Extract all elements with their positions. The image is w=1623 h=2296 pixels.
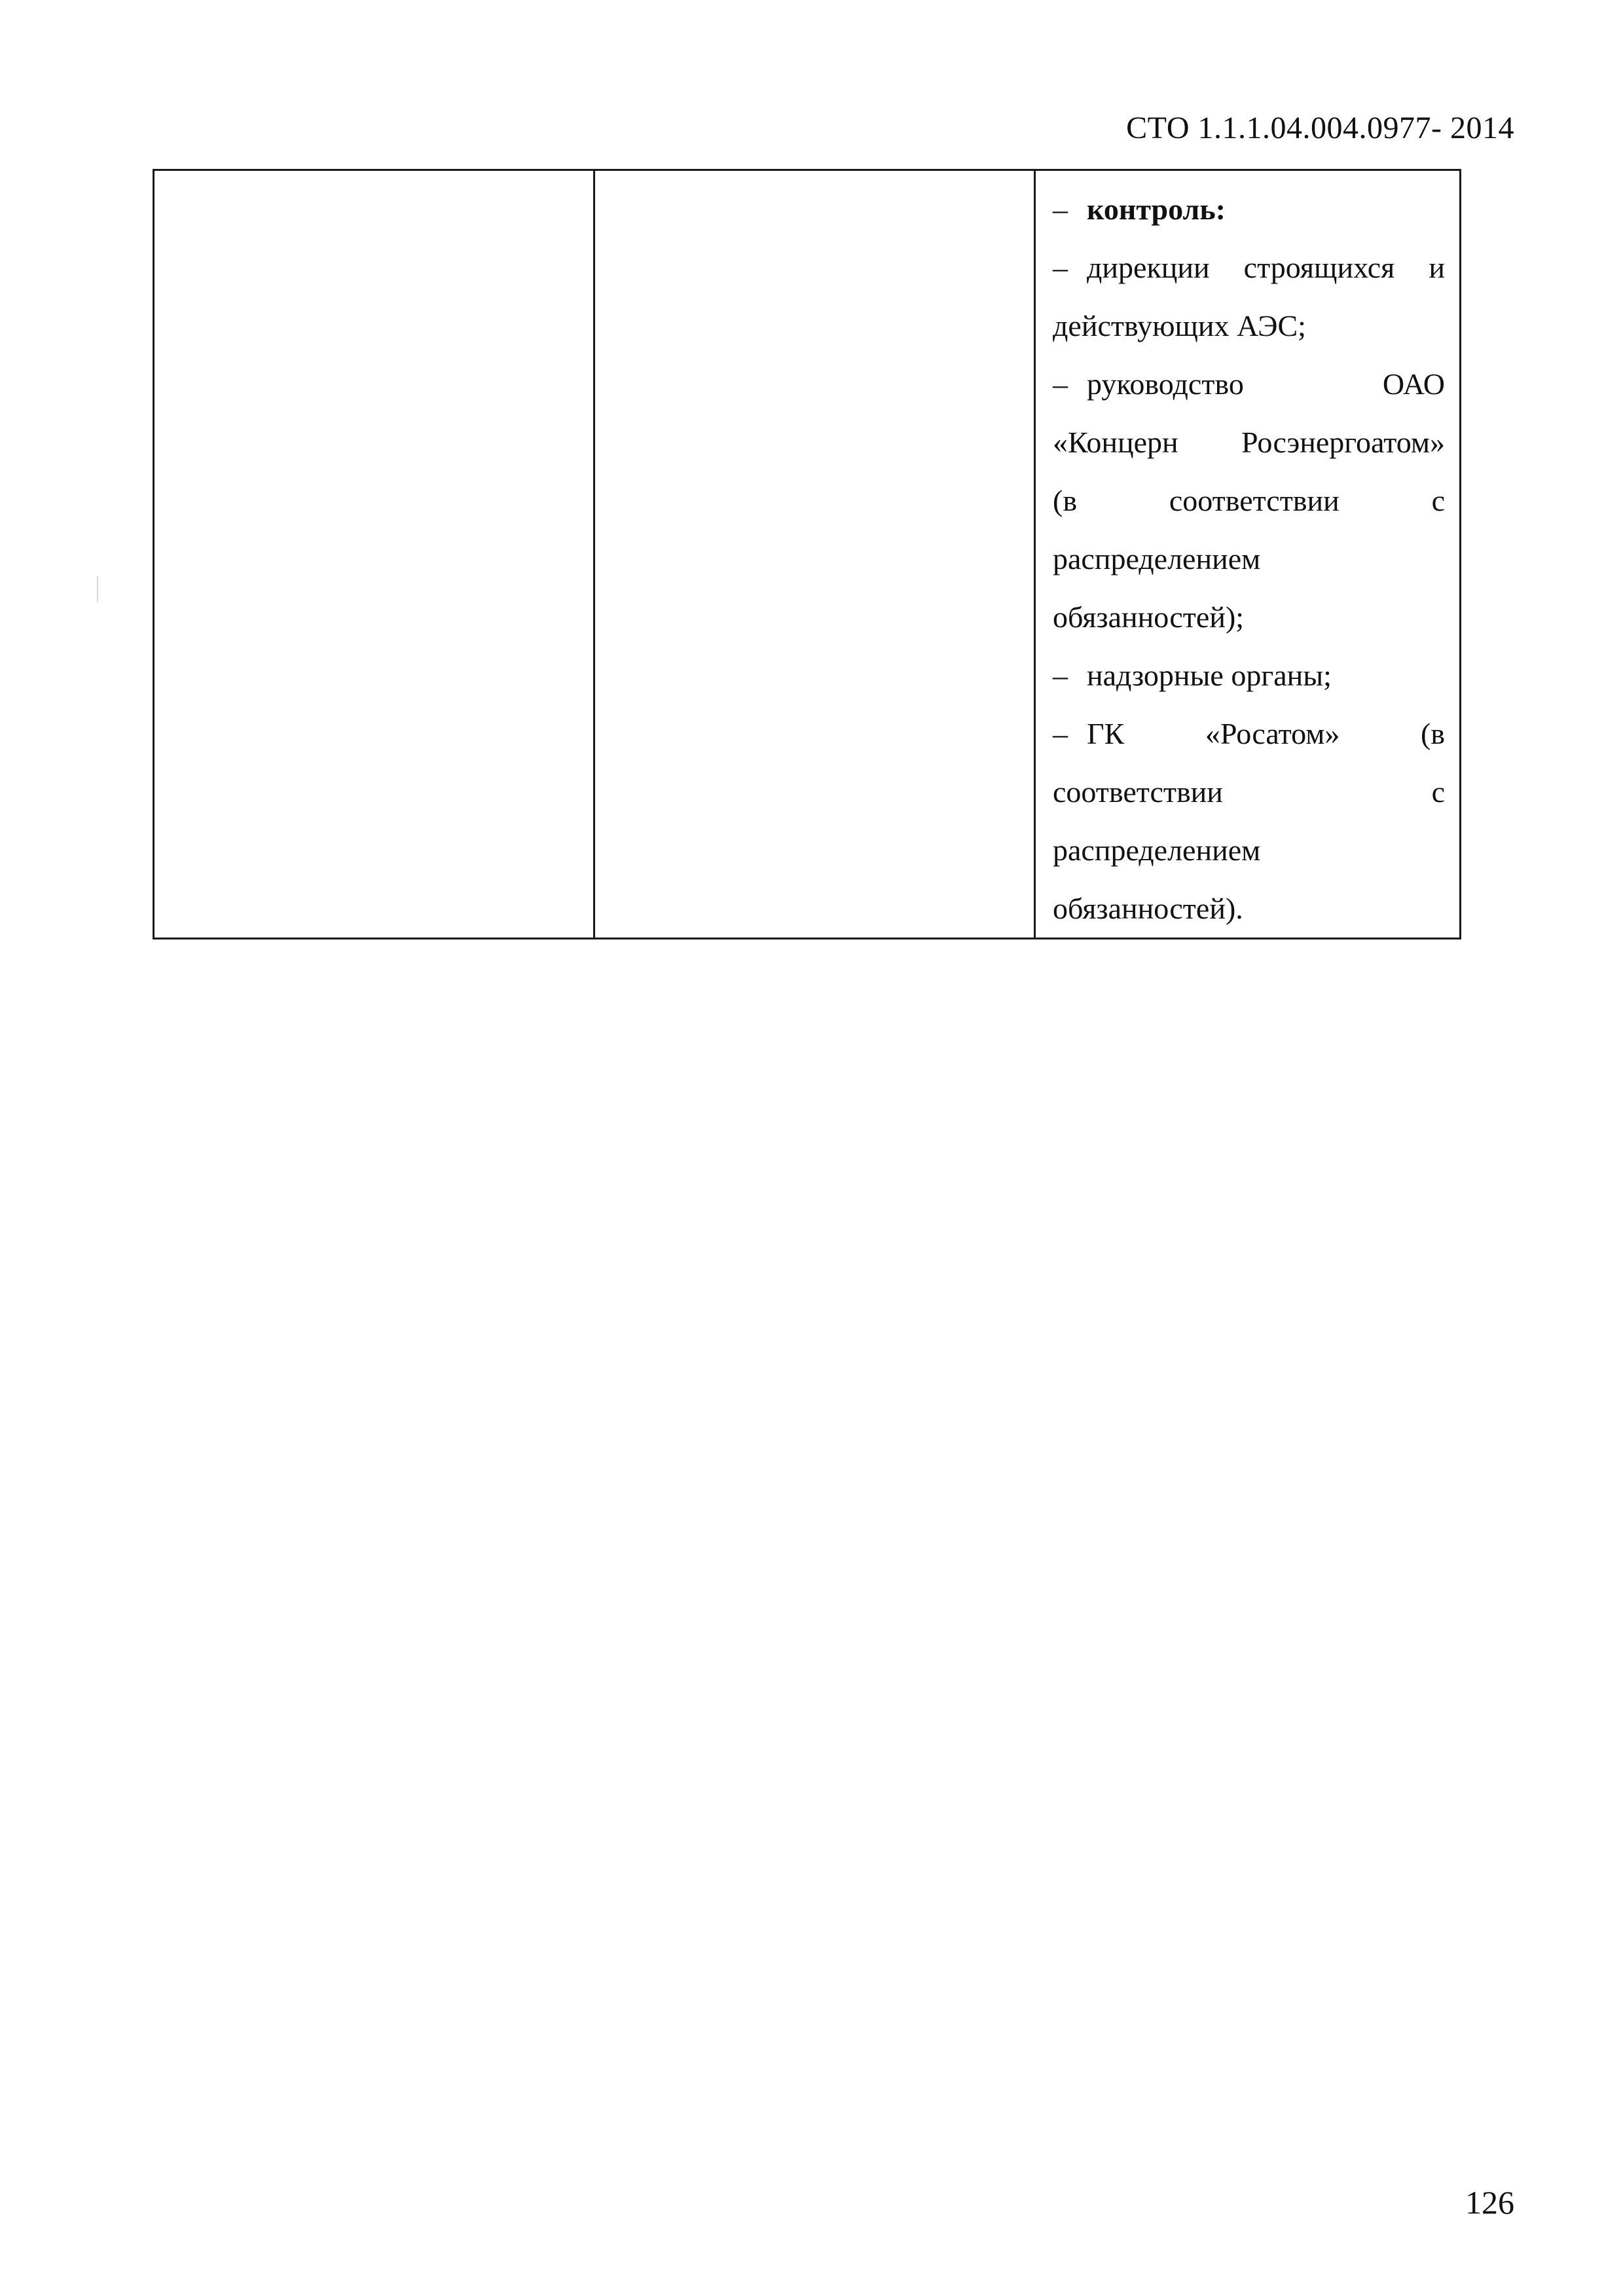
control-heading-text: контроль: — [1087, 192, 1226, 226]
line-word: (в — [1420, 717, 1445, 750]
line-segment — [1053, 704, 1124, 763]
control-list-line — [1053, 704, 1445, 763]
scan-margin-mark — [97, 576, 98, 602]
line-word: действующих АЭС; — [1053, 309, 1306, 342]
control-list-line — [1053, 413, 1445, 471]
dash-marker: – — [1053, 251, 1068, 284]
line-word: «Росатом» — [1205, 717, 1340, 750]
dash-marker: – — [1053, 192, 1068, 226]
line-word: распределением — [1053, 542, 1261, 575]
control-list-line — [1053, 763, 1445, 821]
control-list-line — [1053, 297, 1445, 355]
line-word: строящихся — [1243, 251, 1395, 284]
line-word: (в — [1053, 484, 1078, 517]
cell-text — [155, 171, 593, 180]
control-list-line — [1053, 238, 1445, 297]
line-word: обязанностей); — [1053, 600, 1245, 634]
line-word: с — [1431, 484, 1445, 517]
line-word: с — [1431, 775, 1445, 809]
line-word: соответствии — [1169, 484, 1340, 517]
requirements-table — [153, 169, 1461, 939]
line-word: ГК — [1087, 717, 1125, 750]
line-word: Росэнергоатом» — [1241, 426, 1445, 459]
line-word: руководство — [1087, 367, 1244, 401]
dash-marker: – — [1053, 717, 1068, 750]
dash-marker: – — [1053, 367, 1068, 401]
line-word: «Концерн — [1053, 426, 1178, 459]
line-word: обязанностей). — [1053, 892, 1243, 925]
document-code: СТО 1.1.1.04.004.0977- 2014 — [1126, 111, 1514, 145]
control-list-line — [1053, 355, 1445, 413]
dash-marker: – — [1053, 659, 1068, 692]
line-word: соответствии — [1053, 775, 1223, 809]
line-segment — [1053, 659, 1332, 692]
table-cell-col1 — [154, 170, 594, 939]
page-number: 126 — [1465, 2184, 1514, 2221]
table-cell-col3 — [1035, 170, 1461, 939]
line-segment — [1053, 238, 1210, 297]
line-word: надзорные органы; — [1087, 659, 1332, 692]
control-list-line — [1053, 471, 1445, 530]
control-list — [1036, 171, 1459, 938]
line-segment — [1053, 355, 1244, 413]
control-list-line — [1053, 879, 1445, 938]
control-list-line — [1053, 821, 1445, 879]
table-cell-col2 — [594, 170, 1035, 939]
line-word: ОАО — [1382, 367, 1445, 401]
cell-text — [595, 171, 1034, 180]
control-heading — [1053, 180, 1445, 238]
line-word: и — [1429, 251, 1445, 284]
line-word: распределением — [1053, 833, 1261, 867]
line-word: дирекции — [1087, 251, 1210, 284]
table-row — [154, 170, 1461, 939]
control-list-line — [1053, 588, 1445, 646]
control-list-line — [1053, 646, 1445, 704]
control-list-line — [1053, 530, 1445, 588]
